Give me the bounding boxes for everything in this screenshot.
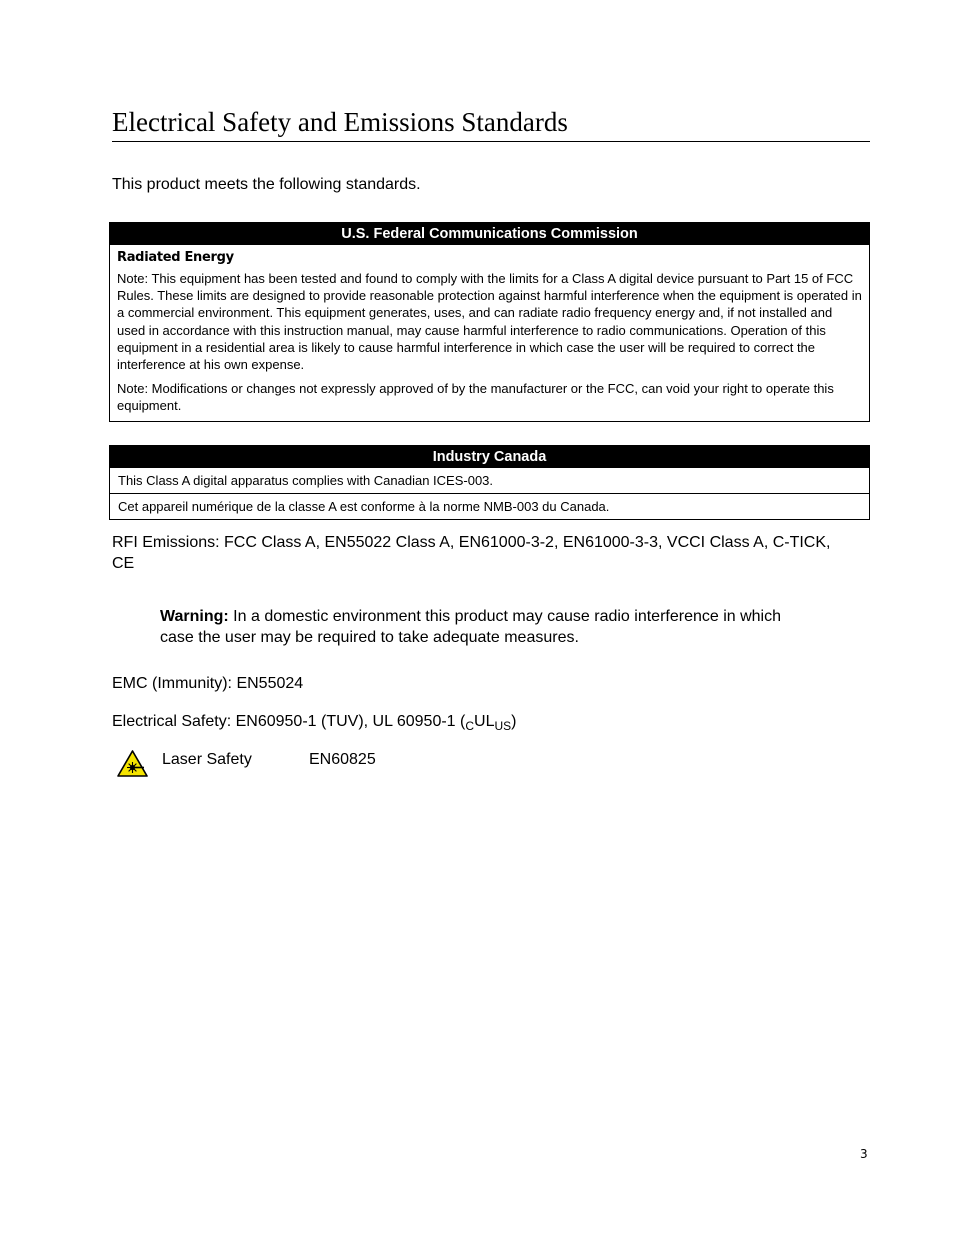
fcc-note-1: Note: This equipment has been tested and found to comply with the limits for a Class A digital device pursuant to Part 15 of FCC Rules. These limits are designed to provide reasonable protection against harmful interference when the equipment is operated in a commercial environment. This equipment generates, uses, and can radiate radio frequency energy and, if not installed and used in accordance with this instruction manual, may cause harmful interference to radio communications. Operation of this equipment in a residential area is likely to cause harmful interference in which case the user will be required to correct the interference at his own expense. [117,271,862,373]
culus-us: US [494,719,512,733]
intro-text: This product meets the following standards. [112,176,421,193]
fcc-subheader: Radiated Energy [117,250,234,265]
canada-row-english: This Class A digital apparatus complies with Canadian ICES-003. [118,473,494,488]
emc-immunity: EMC (Immunity): EN55024 [112,675,304,692]
laser-safety-standard: EN60825 [309,751,376,768]
page-title: Electrical Safety and Emissions Standards [112,104,870,142]
laser-warning-icon [117,750,148,777]
rfi-emissions: RFI Emissions: FCC Class A, EN55022 Class A, EN61000-3-2, EN61000-3-3, VCCI Class A, C-TICK, CE [112,534,831,572]
page-number: 3 [860,1147,868,1161]
warning-text: In a domestic environment this product may cause radio interference in which case the user may be required to take adequate measures. [160,608,782,646]
fcc-table [109,222,870,422]
electrical-suffix: ) [511,713,517,730]
electrical-prefix: Electrical Safety: EN60950-1 (TUV), UL 60950-1 ( [112,713,466,730]
fcc-note-2: Note: Modifications or changes not expressly approved of by the manufacturer or the FCC, can void your right to operate this equipment. [117,381,834,414]
fcc-header: U.S. Federal Communications Commission [110,223,869,245]
culus-c: C [465,719,475,733]
warning-label: Warning: [160,608,229,625]
canada-header: Industry Canada [110,446,869,468]
canada-table [109,445,870,520]
laser-safety-label: Laser Safety [162,751,252,768]
warning-note [160,607,800,648]
electrical-safety [112,712,516,736]
culus-ul: UL [474,713,495,730]
canada-row-french: Cet appareil numérique de la classe A est conforme à la norme NMB-003 du Canada. [110,493,869,519]
